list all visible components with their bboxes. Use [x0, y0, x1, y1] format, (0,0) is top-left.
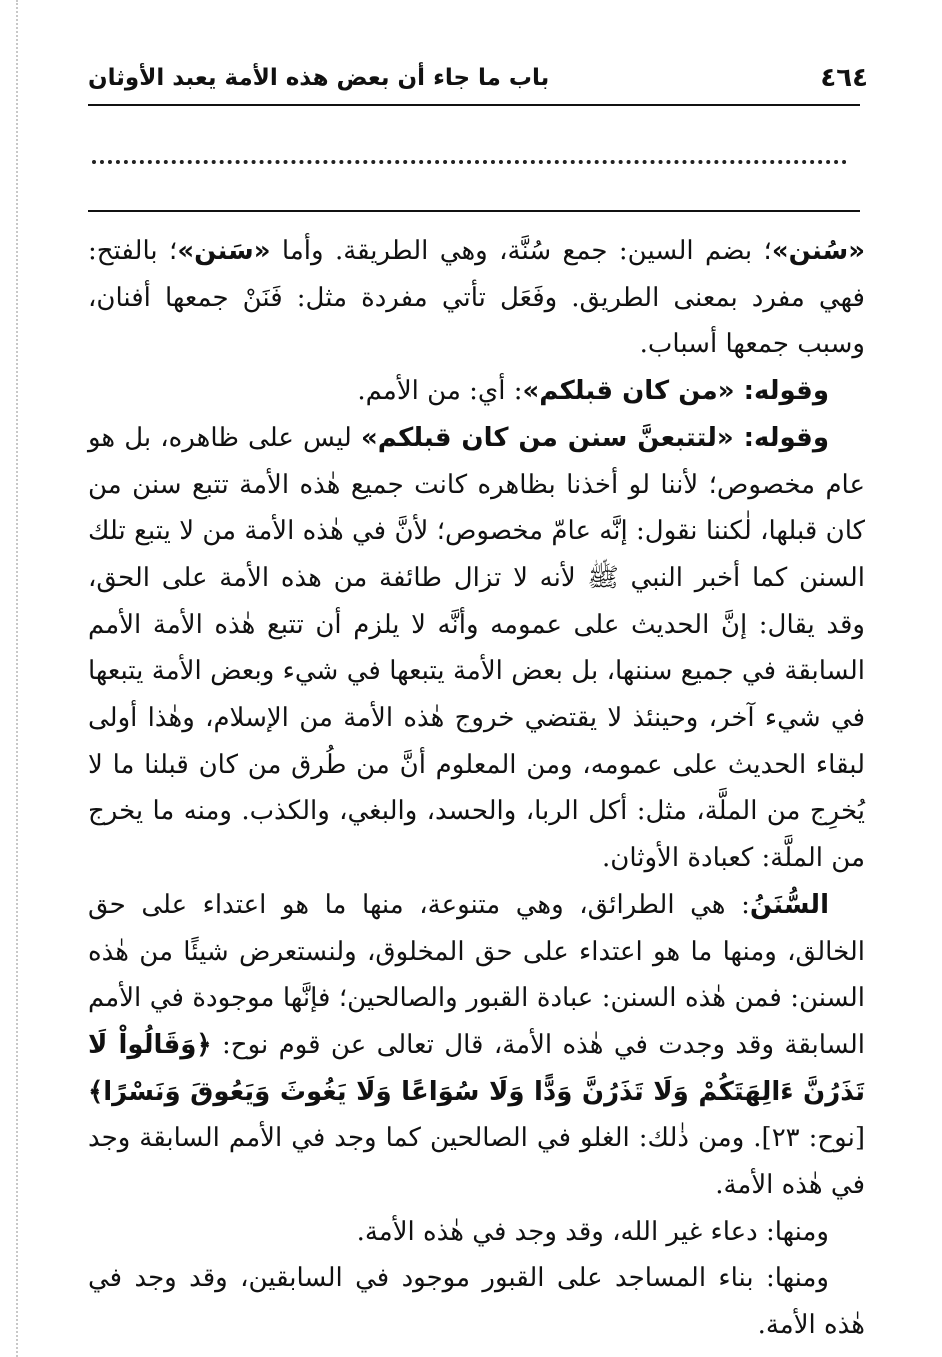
paragraph-text: ؛ بضم السين: جمع سُنَّة، وهي الطريقة. وأما: [270, 236, 772, 266]
header-rule: [88, 104, 860, 106]
term-sanan: «سَنن»: [177, 236, 271, 266]
paragraph-man-kana-qablakum: [88, 368, 865, 415]
paragraph-bina-al-masajid: [88, 1255, 865, 1348]
paragraph-latattabiunna: [88, 415, 865, 882]
paragraph-text: : أي: من الأمم.: [357, 376, 523, 407]
lead-word: السُّنَنُ: [749, 889, 829, 920]
paragraph-text: ؛ بالفتح: فهي مفرد بمعنى الطريق. وفَعَل تأتي مفردة مثل: فَنَنْ جمعها أفنان، وسبب جمعها أسباب.: [88, 236, 865, 360]
dotted-separator: [92, 160, 847, 164]
scan-fold-line: [16, 0, 18, 1357]
lead-word: وقوله:: [743, 376, 829, 407]
section-rule: [88, 210, 860, 212]
quoted-phrase: «من كان قبلكم»: [522, 376, 744, 407]
term-sunan: «سُنن»: [771, 236, 865, 266]
paragraph-dua-ghair-allah: [88, 1209, 865, 1256]
quoted-phrase: «لتتبعنَّ سنن من كان قبلكم»: [360, 422, 744, 453]
page-header: [88, 58, 868, 98]
quran-reference: [نوح: ٢٣]: [761, 1123, 865, 1154]
page-number: ٤٦٤: [820, 63, 868, 93]
lead-word: وقوله:: [743, 422, 829, 453]
paragraph-sunan-definition: [88, 228, 865, 368]
paragraph-text: : هي الطرائق، وهي متنوعة، منها ما هو اعتداء على حق الخالق، ومنها ما هو اعتداء على حق المخلوق، ولنستعرض شيئًا من هٰذه السنن: فمن هٰذه السنن: عبادة القبور والصالحين؛ فإنَّها موجودة في الأمم السابقة وقد وجدت في هٰذه الأمة، قال تعالى عن قوم نوح:: [88, 889, 865, 1060]
paragraph-text: ومنها: بناء المساجد على القبور موجود في السابقين، وقد وجد في هٰذه الأمة.: [88, 1263, 865, 1341]
running-title: باب ما جاء أن بعض هذه الأمة يعبد الأوثان: [88, 65, 550, 91]
paragraph-as-sunan: [88, 882, 865, 1209]
paragraph-text: . ومن ذٰلك: الغلو في الصالحين كما وجد في الأمم السابقة وجد في هٰذه الأمة.: [88, 1123, 865, 1201]
quran-verse: ﴿وَقَالُواْ لَا تَذَرُنَّ ءَالِهَتَكُمْ وَلَا تَذَرُنَّ وَدًّا وَلَا سُوَاعًا وَلَا يَغُوثَ وَيَعُوقَ وَنَسْرًا﴾: [88, 1029, 865, 1107]
paragraph-text: ليس على ظاهره، بل هو عام مخصوص؛ لأننا لو أخذنا بظاهره كانت جميع هٰذه الأمة تتبع سنن من كان قبلها، لٰكننا نقول: إنَّه عامّ مخصوص؛ لأنَّ في هٰذه الأمة من لا يتبع تلك السنن كما أخبر النبي ﷺ لأنه لا تزال طائفة من هذه الأمة على الحق، وقد يقال: إنَّ الحديث على عمومه وأنَّه لا يلزم أن تتبع هٰذه الأمة الأمم السابقة في جميع سننها، بل بعض الأمة يتبعها في شيء وبعض الأمة يتبعها في شيء آخر، وحينئذ لا يقتضي خروج هٰذه الأمة من الإسلام، وهٰذا أولى لبقاء الحديث على عمومه، ومن المعلوم أنَّ من طُرق من كان قبلنا ما لا يُخرِج من الملَّة، مثل: أكل الربا، والحسد، والبغي، والكذب. ومنه ما يخرج من الملَّة: كعبادة الأوثان.: [88, 422, 865, 874]
body-text: [88, 228, 865, 1349]
paragraph-text: ومنها: دعاء غير الله، وقد وجد في هٰذه الأمة.: [356, 1216, 829, 1247]
